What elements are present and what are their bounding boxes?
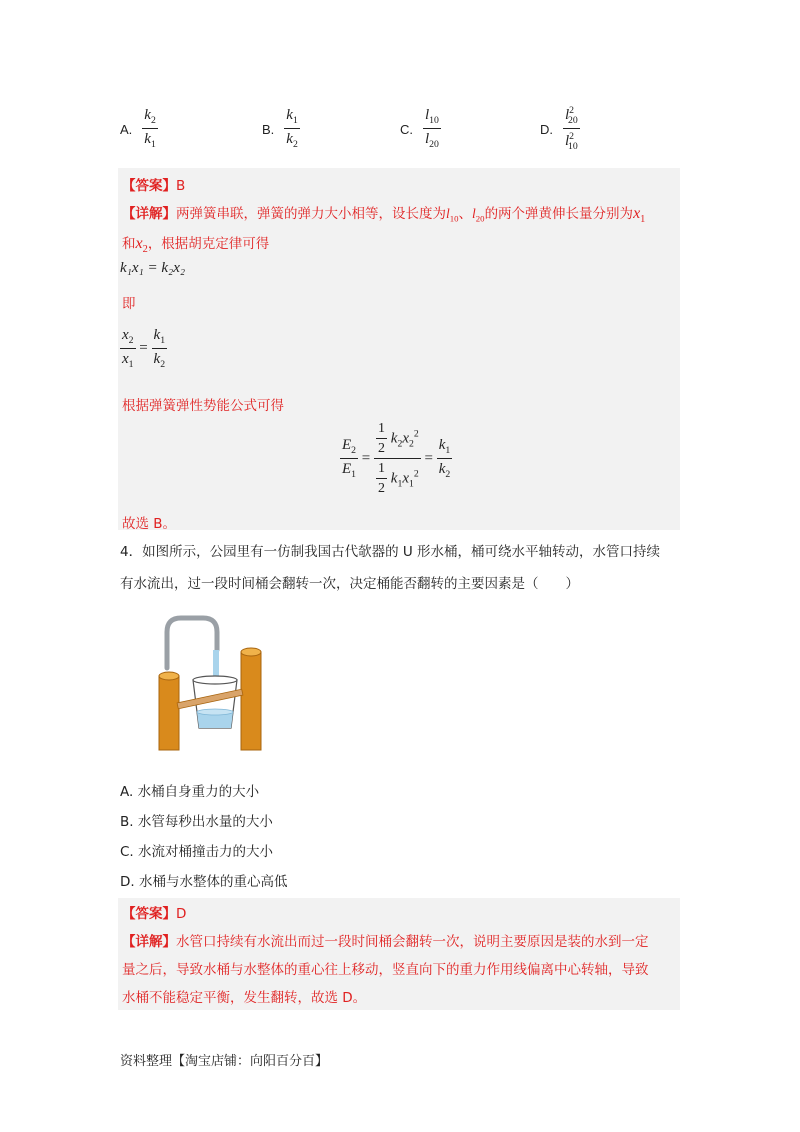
option-b-label: B.	[262, 121, 275, 137]
answer-box-q4	[118, 898, 680, 1010]
left-post	[159, 676, 179, 750]
energy-ratio-equation: $\frac{E_2}{E_1}$ = $\frac{1}{2}$ $k_2x_2^2$ $\frac{1}{2}$ $k_1x_1^2$ = $\frac{k_1}{k_2}$	[342, 421, 451, 496]
energy-text: 根据弹簧弹性势能公式可得	[122, 398, 284, 414]
question4-line1: 4．如图所示，公园里有一仿制我国古代欹器的 U 形水桶，桶可绕水平轴转动，水管口持续	[120, 544, 661, 560]
detail-line2-q3: 和$x_2$，根据胡克定律可得	[122, 235, 270, 256]
option-d-fraction: $\frac{l^2_{20}}{l^2_{10}}$	[565, 105, 578, 152]
option-a-label: A.	[120, 121, 133, 137]
choice-c[interactable]: C. 水流对桶撞击力的大小	[120, 844, 274, 860]
right-post	[241, 652, 261, 750]
ratio-equation: $\frac{x_2}{x_1}$ = $\frac{k_1}{k_2}$	[122, 327, 166, 370]
hooke-equation: k₁x₁ = k₂x₂	[120, 260, 186, 276]
answer-line-q4: 【答案】D	[122, 906, 187, 922]
option-c[interactable]	[400, 104, 441, 154]
water-pipe	[167, 618, 217, 668]
option-b-fraction: $\frac{k_1}{k_2}$	[286, 107, 298, 150]
conclusion-q3: 故选 B。	[122, 516, 177, 532]
choice-a[interactable]: A. 水桶自身重力的大小	[120, 784, 260, 800]
footer-credit: 资料整理【淘宝店铺：向阳百分百】	[120, 1054, 329, 1069]
option-c-label: C.	[400, 121, 413, 137]
option-c-fraction: $\frac{l_{10}}{l_{20}}$	[425, 107, 439, 150]
ji-label: 即	[122, 296, 136, 312]
option-a-fraction: $\frac{k_2}{k_1}$	[144, 107, 156, 150]
detail-line1-q3: 【详解】两弹簧串联，弹簧的弹力大小相等，设长度为$l_{10}$、$l_{20}$的两个弹黄伸长量分别为$x_1$	[122, 205, 646, 226]
choice-d[interactable]: D. 水桶与水整体的重心高低	[120, 874, 288, 890]
option-d-label: D.	[540, 121, 553, 137]
bucket-illustration	[155, 612, 265, 752]
detail-line2-q4: 量之后，导致水桶与水整体的重心往上移动，竖直向下的重力作用线偏离中心转轴，导致	[122, 962, 649, 978]
option-b[interactable]	[262, 104, 300, 154]
detail-line3-q4: 水桶不能稳定平衡，发生翻转，故选 D。	[122, 990, 367, 1006]
option-d[interactable]	[540, 104, 580, 154]
question4-line2: 有水流出，过一段时间桶会翻转一次，决定桶能否翻转的主要因素是（ ）	[120, 576, 579, 592]
detail-line1-q4: 【详解】水管口持续有水流出而过一段时间桶会翻转一次，说明主要原因是装的水到一定	[122, 934, 649, 950]
choice-b[interactable]: B. 水管每秒出水量的大小	[120, 814, 273, 830]
option-a[interactable]	[120, 104, 158, 154]
answer-box-q3	[118, 168, 680, 530]
answer-line-q3: 【答案】B	[122, 178, 186, 194]
q3-options	[120, 104, 680, 154]
